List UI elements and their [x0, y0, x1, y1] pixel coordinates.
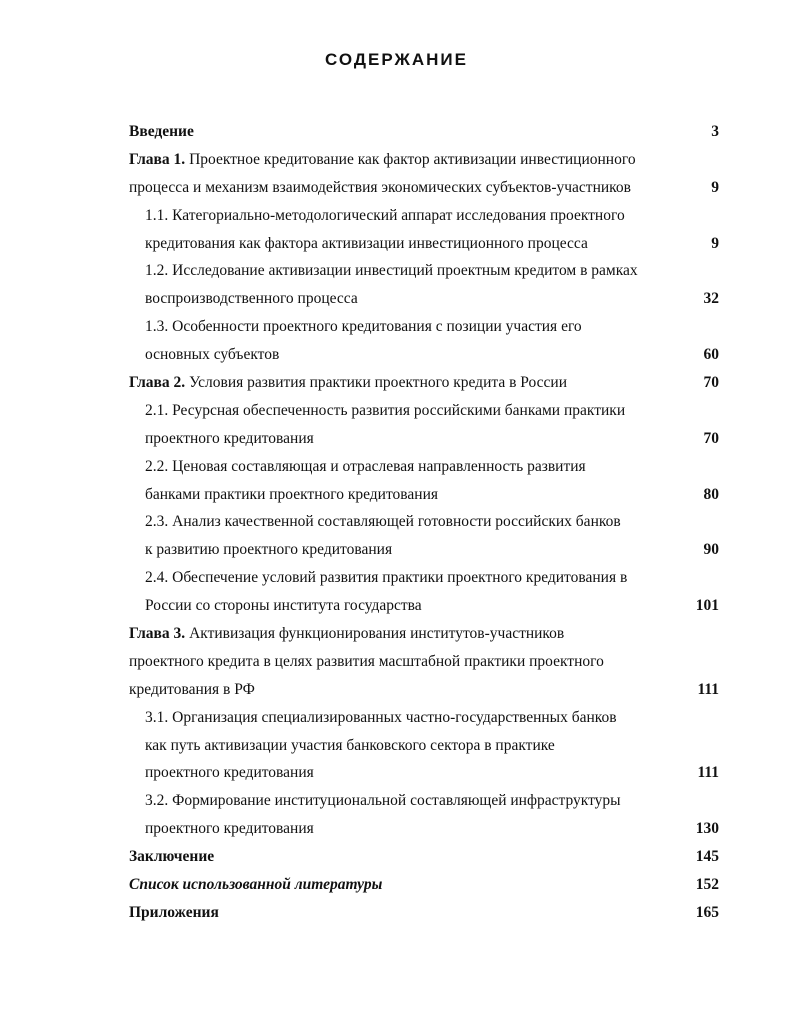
toc-entry-conclusion[interactable]: [129, 843, 719, 871]
toc-page-number: 111: [697, 764, 719, 782]
toc-label: воспроизводственного процесса: [145, 290, 358, 308]
toc-label: проектного кредита в целях развития масштабной практики проектного: [129, 652, 604, 670]
toc-entry-section-2-4[interactable]: [129, 564, 719, 592]
toc-label: Проектное кредитование как фактор активизации инвестиционного: [189, 150, 636, 168]
toc-entry-intro[interactable]: [129, 118, 719, 146]
toc-entry-section-2-3-cont[interactable]: [129, 536, 719, 564]
toc-entry-section-3-2-cont[interactable]: [129, 815, 719, 843]
toc-label: Список использованной литературы: [129, 876, 383, 894]
toc-label: 2.1. Ресурсная обеспеченность развития российскими банками практики: [145, 401, 626, 419]
toc-entry-section-2-2[interactable]: [129, 453, 719, 481]
toc-page-number: 9: [711, 178, 719, 196]
toc-label: 1.1. Категориально-методологический аппарат исследования проектного: [145, 206, 625, 224]
toc-entry-section-3-1[interactable]: [129, 704, 719, 732]
toc-entry-section-1-1-cont[interactable]: [129, 230, 719, 258]
toc-label: Активизация функционирования институтов-участников: [189, 625, 565, 643]
toc-entry-section-3-2[interactable]: [129, 787, 719, 815]
toc-label: кредитования как фактора активизации инвестиционного процесса: [145, 234, 588, 252]
toc-page-number: 130: [695, 820, 719, 838]
toc-label: 1.3. Особенности проектного кредитования с позиции участия его: [145, 318, 582, 336]
toc-entry-chapter-2[interactable]: [129, 369, 719, 397]
toc-entry-section-1-3-cont[interactable]: [129, 341, 719, 369]
toc-entry-section-1-2-cont[interactable]: [129, 285, 719, 313]
toc-label: проектного кредитования: [145, 764, 314, 782]
toc-label: 3.2. Формирование институциональной составляющей инфраструктуры: [145, 792, 621, 810]
toc-label: процесса и механизм взаимодействия экономических субъектов-участников: [129, 178, 631, 196]
toc-entry-references[interactable]: [129, 871, 719, 899]
toc-entry-section-2-4-cont[interactable]: [129, 592, 719, 620]
toc-page-number: 111: [697, 680, 719, 698]
toc-label: проектного кредитования: [145, 820, 314, 838]
toc-label: основных субъектов: [145, 346, 280, 364]
toc-page-number: 165: [695, 903, 719, 921]
toc-entry-chapter-3-cont[interactable]: [129, 676, 719, 704]
toc-entry-section-2-2-cont[interactable]: [129, 481, 719, 509]
toc-label: Введение: [129, 123, 194, 140]
toc-label: Заключение: [129, 848, 215, 866]
toc-entry-section-1-2[interactable]: [129, 257, 719, 285]
toc-entry-chapter-1[interactable]: [129, 146, 719, 174]
toc-label: 1.2. Исследование активизации инвестиций проектным кредитом в рамках: [145, 262, 638, 280]
toc-page-number: 152: [695, 876, 719, 894]
toc-label: 2.3. Анализ качественной составляющей готовности российских банков: [145, 513, 621, 531]
toc-page-number: 90: [703, 541, 719, 559]
toc-chapter-prefix: Глава 1.: [129, 150, 186, 168]
toc-label: России со стороны института государства: [145, 597, 422, 615]
toc-label: кредитования в РФ: [129, 680, 255, 698]
toc-page-number: 3: [711, 123, 719, 140]
toc-entry-section-3-1-cont[interactable]: [129, 732, 719, 760]
toc-entry-section-1-3[interactable]: [129, 313, 719, 341]
toc-chapter-prefix: Глава 2.: [129, 374, 186, 392]
toc-label: Условия развития практики проектного кредита в России: [189, 374, 567, 392]
toc-page-number: 70: [703, 374, 719, 392]
toc-page-number: 60: [703, 346, 719, 364]
toc-entry-appendix[interactable]: [129, 899, 719, 927]
toc-page-number: 145: [695, 848, 719, 866]
toc-entry-chapter-3-cont[interactable]: [129, 648, 719, 676]
toc-entry-chapter-1-cont[interactable]: [129, 174, 719, 202]
toc-entry-section-2-1[interactable]: [129, 397, 719, 425]
toc-page-number: 101: [695, 597, 719, 615]
toc-entry-section-2-1-cont[interactable]: [129, 425, 719, 453]
toc-page-number: 80: [703, 485, 719, 503]
toc-chapter-prefix: Глава 3.: [129, 625, 186, 643]
toc-label: Приложения: [129, 903, 219, 921]
toc-page-number: 70: [703, 429, 719, 447]
toc-label: проектного кредитования: [145, 429, 314, 447]
toc-entry-section-3-1-cont[interactable]: [129, 759, 719, 787]
toc-entry-section-2-3[interactable]: [129, 508, 719, 536]
toc-label: к развитию проектного кредитования: [145, 541, 393, 559]
page-title: СОДЕРЖАНИЕ: [325, 50, 468, 69]
toc-entry-chapter-3[interactable]: [129, 620, 719, 648]
toc-page-number: 32: [703, 290, 719, 308]
toc-label: как путь активизации участия банковского сектора в практике: [145, 736, 555, 754]
toc-label: 2.2. Ценовая составляющая и отраслевая направленность развития: [145, 457, 586, 475]
table-of-contents: [129, 118, 719, 927]
toc-label: банками практики проектного кредитования: [145, 485, 439, 503]
toc-entry-section-1-1[interactable]: [129, 202, 719, 230]
toc-page-number: 9: [711, 234, 719, 252]
toc-label: 3.1. Организация специализированных частно-государственных банков: [145, 708, 617, 726]
toc-label: 2.4. Обеспечение условий развития практики проектного кредитования в: [145, 569, 628, 587]
